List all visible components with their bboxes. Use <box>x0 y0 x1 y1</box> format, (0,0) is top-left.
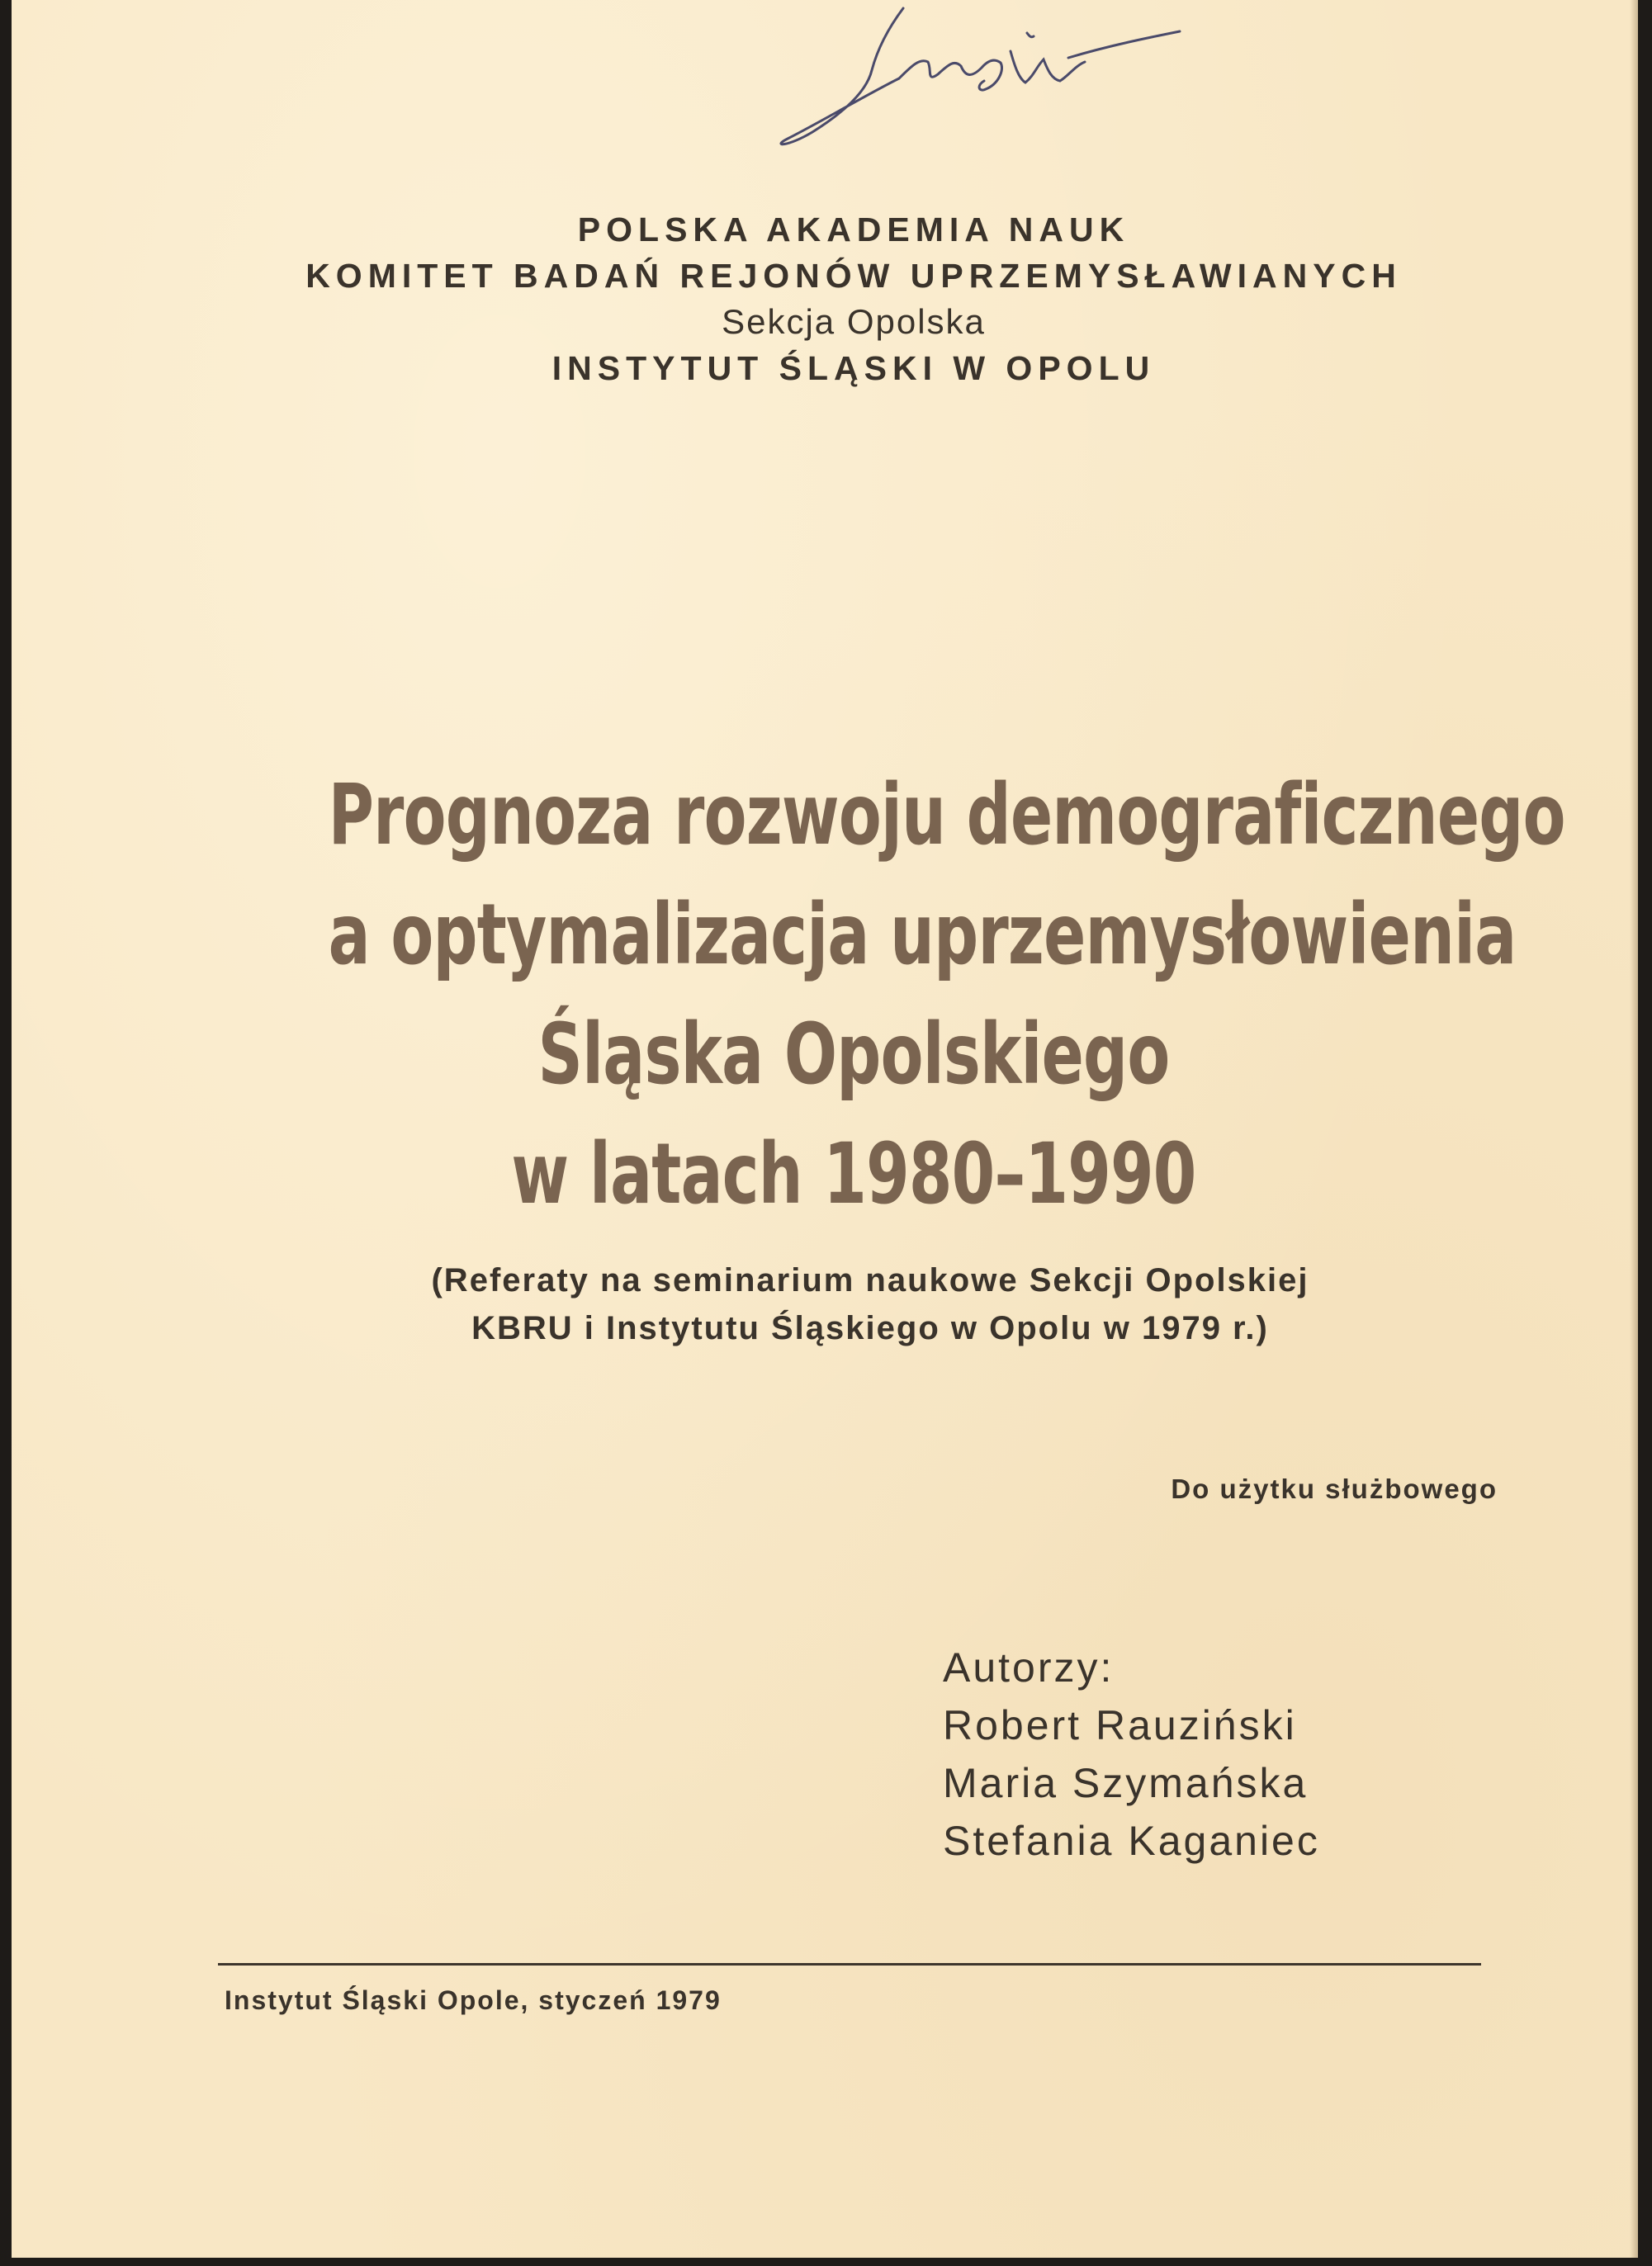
handwritten-signature <box>680 0 1192 157</box>
title-line-4: w latach 1980–1990 <box>511 1125 1196 1223</box>
institute-name: INSTYTUT ŚLĄSKI W OPOLU <box>551 349 1156 387</box>
institution-header <box>210 206 1498 391</box>
title-line-3: Śląska Opolskiego <box>537 1005 1170 1104</box>
authors-heading: Autorzy: <box>943 1644 1115 1691</box>
author-name: Maria Szymańska <box>943 1760 1309 1806</box>
document-title <box>144 755 1564 1234</box>
subtitle-line-2: KBRU i Instytutu Śląskiego w Opolu w 1979 r.) <box>471 1310 1269 1346</box>
document-page <box>12 0 1638 2258</box>
page-edge-shadow <box>1630 0 1638 2258</box>
subtitle-line-1: (Referaty na seminarium naukowe Sekcji Opolskiej <box>431 1262 1309 1299</box>
authors-block <box>943 1639 1537 1870</box>
committee-name: KOMITET BADAŃ REJONÓW UPRZEMYSŁAWIANYCH <box>305 257 1402 295</box>
author-name: Stefania Kaganiec <box>943 1818 1320 1864</box>
title-line-1: Prognoza rozwoju demograficznego <box>328 766 1565 864</box>
title-line-2: a optymalizacja uprzemysłowienia <box>328 886 1517 984</box>
usage-restriction-note: Do użytku służbowego <box>1171 1474 1498 1504</box>
author-name: Robert Rauziński <box>943 1702 1297 1748</box>
section-name: Sekcja Opolska <box>722 302 986 341</box>
footer-divider <box>218 1963 1481 1966</box>
document-subtitle <box>226 1256 1514 1352</box>
publication-footer: Instytut Śląski Opole, styczeń 1979 <box>225 1985 722 2015</box>
academy-name: POLSKA AKADEMIA NAUK <box>577 211 1130 248</box>
